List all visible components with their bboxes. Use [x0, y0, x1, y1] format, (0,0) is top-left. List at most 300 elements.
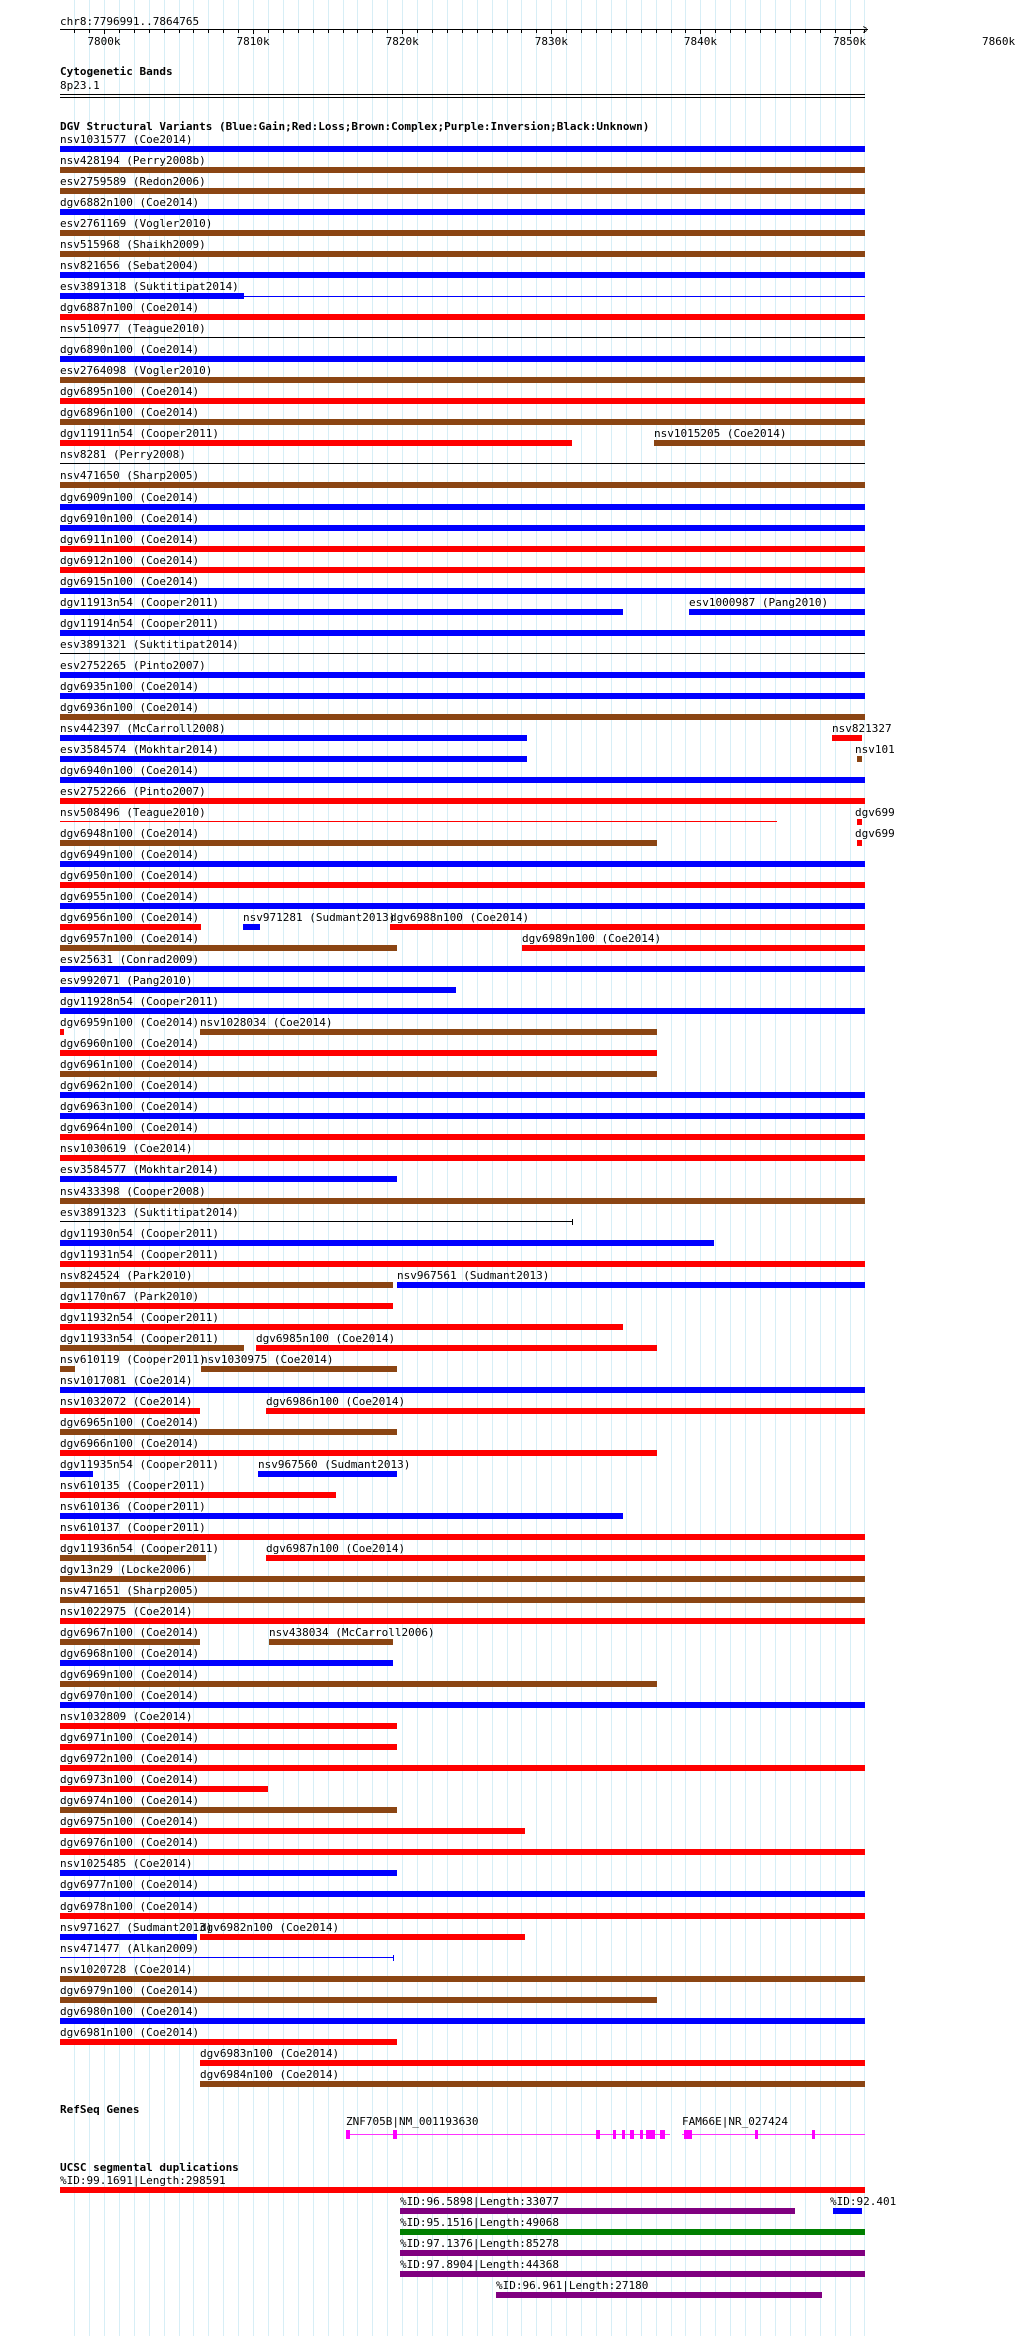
ruler-minor-tick	[387, 30, 388, 33]
dgv-feature-label: nsv971281 (Sudmant2013)	[243, 911, 396, 924]
grid-line	[223, 0, 224, 2336]
grid-line	[581, 0, 582, 2336]
grid-line	[328, 0, 329, 2336]
grid-line	[626, 0, 627, 2336]
dgv-feature-label: dgv11936n54 (Cooper2011)	[60, 1542, 219, 1555]
dgv-feature-label: dgv6963n100 (Coe2014)	[60, 1100, 200, 1113]
dgv-feature-label: nsv967560 (Sudmant2013)	[258, 1458, 411, 1471]
dgv-feature-bar	[200, 2081, 865, 2087]
ruler-major-tick	[104, 29, 105, 34]
dgv-feature-bar	[60, 251, 865, 257]
ruler-tick-label: 7830k	[534, 35, 568, 48]
ruler-minor-tick	[119, 30, 120, 33]
gene-exon	[640, 2130, 643, 2139]
dgv-feature-bar	[60, 1366, 75, 1372]
dgv-feature-label: dgv11911n54 (Cooper2011)	[60, 427, 219, 440]
dgv-feature-label: dgv6975n100 (Coe2014)	[60, 1815, 200, 1828]
gene-exon	[812, 2130, 815, 2139]
dgv-feature-label: esv3891318 (Suktitipat2014)	[60, 280, 239, 293]
dgv-feature-bar	[60, 1849, 865, 1855]
dgv-feature-label: dgv11935n54 (Cooper2011)	[60, 1458, 219, 1471]
dgv-feature-label: dgv6955n100 (Coe2014)	[60, 890, 200, 903]
dgv-feature-label: nsv1025485 (Coe2014)	[60, 1857, 193, 1870]
dgv-feature-line	[60, 337, 865, 338]
dgv-feature-bar	[60, 1870, 397, 1876]
dgv-feature-bar	[60, 1450, 657, 1456]
dgv-feature-line	[60, 653, 865, 654]
dgv-feature-bar	[60, 272, 865, 278]
dgv-feature-bar	[60, 987, 456, 993]
dgv-feature-label: dgv6887n100 (Coe2014)	[60, 301, 200, 314]
ruler-minor-tick	[223, 30, 224, 33]
ruler-major-tick	[551, 29, 552, 34]
dgv-feature-label: nsv428194 (Perry2008b)	[60, 154, 206, 167]
segdup-bar	[60, 2187, 865, 2193]
dgv-feature-bar	[60, 1408, 200, 1414]
dgv-feature-label: dgv6973n100 (Coe2014)	[60, 1773, 200, 1786]
dgv-feature-bar	[832, 735, 862, 741]
dgv-track-title: DGV Structural Variants (Blue:Gain;Red:Loss;Brown:Complex;Purple:Inversion;Black:Unknown)	[60, 120, 650, 133]
dgv-feature-bar	[60, 1345, 244, 1351]
dgv-feature-bar	[60, 735, 527, 741]
dgv-feature-label: dgv6911n100 (Coe2014)	[60, 533, 200, 546]
dgv-feature-label: dgv699	[855, 806, 895, 819]
dgv-feature-label: dgv6966n100 (Coe2014)	[60, 1437, 200, 1450]
grid-line	[477, 0, 478, 2336]
dgv-feature-label: esv3584574 (Mokhtar2014)	[60, 743, 219, 756]
dgv-feature-bar	[60, 525, 865, 531]
dgv-feature-bar	[60, 314, 865, 320]
gene-exon	[393, 2130, 397, 2139]
dgv-feature-bar	[60, 1198, 865, 1204]
grid-line	[596, 0, 597, 2336]
dgv-feature-bar	[654, 440, 865, 446]
dgv-feature-label: dgv699	[855, 827, 895, 840]
ruler-minor-tick	[626, 30, 627, 33]
grid-line	[402, 0, 403, 2336]
dgv-feature-label: dgv6964n100 (Coe2014)	[60, 1121, 200, 1134]
ruler-minor-tick	[521, 30, 522, 33]
ruler-minor-tick	[611, 30, 612, 33]
dgv-feature-bar	[60, 609, 623, 615]
segdup-label: %ID:97.1376|Length:85278	[400, 2237, 559, 2250]
cytoband-label: 8p23.1	[60, 79, 100, 92]
dgv-feature-label: dgv6988n100 (Coe2014)	[390, 911, 530, 924]
dgv-feature-bar	[60, 1891, 865, 1897]
dgv-feature-bar	[60, 1387, 865, 1393]
grid-line	[417, 0, 418, 2336]
ruler-minor-tick	[805, 30, 806, 33]
dgv-feature-label: dgv6896n100 (Coe2014)	[60, 406, 200, 419]
dgv-feature-label: esv992071 (Pang2010)	[60, 974, 193, 987]
dgv-feature-label: dgv6972n100 (Coe2014)	[60, 1752, 200, 1765]
dgv-feature-bar	[200, 2060, 865, 2066]
dgv-feature-bar	[689, 609, 865, 615]
dgv-feature-label: nsv971627 (Sudmant2013)	[60, 1921, 213, 1934]
dgv-feature-label: dgv6956n100 (Coe2014)	[60, 911, 200, 924]
dgv-feature-bar	[60, 1092, 865, 1098]
dgv-feature-label: esv1000987 (Pang2010)	[689, 596, 829, 609]
dgv-feature-bar	[60, 1660, 393, 1666]
dgv-feature-bar	[258, 1471, 397, 1477]
grid-line	[745, 0, 746, 2336]
dgv-feature-label: dgv6968n100 (Coe2014)	[60, 1647, 200, 1660]
ruler-tick-label: 7800k	[87, 35, 121, 48]
dgv-feature-line	[60, 1957, 393, 1958]
dgv-feature-label: dgv6982n100 (Coe2014)	[200, 1921, 340, 1934]
ruler-minor-tick	[507, 30, 508, 33]
dgv-feature-bar	[60, 693, 865, 699]
dgv-feature-label: nsv515968 (Shaikh2009)	[60, 238, 206, 251]
dgv-feature-bar	[60, 1176, 397, 1182]
dgv-feature-bar	[243, 924, 260, 930]
dgv-feature-bar	[200, 1934, 525, 1940]
segdup-label: %ID:92.401	[830, 2195, 897, 2208]
dgv-feature-label: nsv1030975 (Coe2014)	[201, 1353, 334, 1366]
dgv-feature-label: nsv1030619 (Coe2014)	[60, 1142, 193, 1155]
ruler-minor-tick	[193, 30, 194, 33]
dgv-feature-label: dgv6985n100 (Coe2014)	[256, 1332, 396, 1345]
ruler-minor-tick	[462, 30, 463, 33]
ruler-minor-tick	[820, 30, 821, 33]
dgv-feature-bar	[60, 1828, 525, 1834]
dgv-feature-bar	[60, 1240, 714, 1246]
dgv-feature-label: dgv6890n100 (Coe2014)	[60, 343, 200, 356]
dgv-feature-bar	[60, 1639, 200, 1645]
dgv-feature-label: esv2759589 (Redon2006)	[60, 175, 206, 188]
dgv-feature-label: dgv6912n100 (Coe2014)	[60, 554, 200, 567]
dgv-feature-label: dgv6970n100 (Coe2014)	[60, 1689, 200, 1702]
dgv-feature-label: dgv11933n54 (Cooper2011)	[60, 1332, 219, 1345]
gene-intron-line	[682, 2134, 865, 2135]
segdup-bar	[400, 2229, 865, 2235]
dgv-feature-bar	[60, 1008, 865, 1014]
dgv-feature-bar	[60, 1786, 268, 1792]
dgv-feature-label: nsv510977 (Teague2010)	[60, 322, 206, 335]
dgv-feature-bar	[60, 1723, 397, 1729]
dgv-feature-label: dgv11931n54 (Cooper2011)	[60, 1248, 219, 1261]
segdup-bar	[400, 2250, 865, 2256]
dgv-feature-bar	[201, 1366, 397, 1372]
ruler-tick-label: 7850k	[832, 35, 867, 48]
dgv-feature-label: esv2761169 (Vogler2010)	[60, 217, 213, 230]
ruler-minor-tick	[581, 30, 582, 33]
segdup-bar	[833, 2208, 862, 2214]
dgv-feature-end-cap	[572, 1219, 573, 1225]
dgv-feature-label: nsv8281 (Perry2008)	[60, 448, 186, 461]
ruler-minor-tick	[164, 30, 165, 33]
grid-line	[372, 0, 373, 2336]
grid-line	[313, 0, 314, 2336]
dgv-feature-bar	[60, 1492, 336, 1498]
dgv-feature-label: dgv6950n100 (Coe2014)	[60, 869, 200, 882]
dgv-feature-bar	[60, 398, 865, 404]
grid-line	[357, 0, 358, 2336]
grid-line	[656, 0, 657, 2336]
dgv-feature-label: nsv821656 (Sebat2004)	[60, 259, 200, 272]
grid-line	[685, 0, 686, 2336]
ruler-major-tick	[850, 29, 851, 34]
ruler-minor-tick	[417, 30, 418, 33]
dgv-feature-label: dgv11913n54 (Cooper2011)	[60, 596, 219, 609]
ruler-minor-tick	[313, 30, 314, 33]
dgv-feature-label: nsv471477 (Alkan2009)	[60, 1942, 200, 1955]
dgv-feature-bar	[60, 1765, 865, 1771]
grid-line	[432, 0, 433, 2336]
dgv-feature-label: nsv610137 (Cooper2011)	[60, 1521, 206, 1534]
dgv-feature-label: nsv1022975 (Coe2014)	[60, 1605, 193, 1618]
dgv-feature-bar	[60, 1324, 623, 1330]
ruler-minor-tick	[492, 30, 493, 33]
grid-line	[551, 0, 552, 2336]
dgv-feature-bar	[60, 1555, 206, 1561]
dgv-feature-bar	[60, 209, 865, 215]
ruler-minor-tick	[864, 30, 865, 33]
dgv-feature-bar	[60, 1029, 64, 1035]
grid-line	[536, 0, 537, 2336]
dgv-feature-bar	[397, 1282, 865, 1288]
ruler-tick-label: 7820k	[385, 35, 419, 48]
dgv-feature-label: dgv6936n100 (Coe2014)	[60, 701, 200, 714]
dgv-feature-end-cap	[393, 1955, 394, 1961]
dgv-feature-label: nsv1020728 (Coe2014)	[60, 1963, 193, 1976]
ruler-minor-tick	[149, 30, 150, 33]
dgv-feature-bar	[60, 167, 865, 173]
ruler-minor-tick	[357, 30, 358, 33]
dgv-feature-label: dgv6948n100 (Coe2014)	[60, 827, 200, 840]
dgv-feature-bar	[60, 2018, 865, 2024]
dgv-feature-label: nsv442397 (McCarroll2008)	[60, 722, 226, 735]
dgv-feature-bar	[60, 1681, 657, 1687]
dgv-feature-bar	[269, 1639, 393, 1645]
gene-exon	[630, 2130, 634, 2139]
grid-line	[507, 0, 508, 2336]
dgv-feature-bar	[60, 1134, 865, 1140]
ruler-minor-tick	[432, 30, 433, 33]
grid-line	[700, 0, 701, 2336]
grid-line	[387, 0, 388, 2336]
dgv-feature-label: nsv1032809 (Coe2014)	[60, 1710, 193, 1723]
segdup-bar	[496, 2292, 822, 2298]
gene-exon	[596, 2130, 600, 2139]
dgv-feature-bar	[60, 1113, 865, 1119]
segdup-bar	[400, 2271, 865, 2277]
dgv-feature-label: dgv6915n100 (Coe2014)	[60, 575, 200, 588]
grid-line	[253, 0, 254, 2336]
dgv-feature-label: dgv6969n100 (Coe2014)	[60, 1668, 200, 1681]
dgv-feature-bar	[60, 882, 865, 888]
dgv-feature-label: dgv6987n100 (Coe2014)	[266, 1542, 406, 1555]
ruler-minor-tick	[671, 30, 672, 33]
dgv-feature-label: dgv6967n100 (Coe2014)	[60, 1626, 200, 1639]
dgv-feature-label: nsv471651 (Sharp2005)	[60, 1584, 200, 1597]
grid-line	[775, 0, 776, 2336]
dgv-feature-bar	[60, 714, 865, 720]
dgv-feature-bar	[60, 777, 865, 783]
segdup-label: %ID:99.1691|Length:298591	[60, 2174, 226, 2187]
dgv-feature-bar	[60, 1997, 657, 2003]
dgv-feature-label: dgv6960n100 (Coe2014)	[60, 1037, 200, 1050]
dgv-feature-bar	[857, 756, 862, 762]
dgv-feature-label: nsv471650 (Sharp2005)	[60, 469, 200, 482]
dgv-feature-bar	[60, 1934, 197, 1940]
grid-line	[462, 0, 463, 2336]
dgv-feature-bar	[60, 630, 865, 636]
dgv-feature-bar	[60, 1913, 865, 1919]
grid-line	[298, 0, 299, 2336]
dgv-feature-bar	[60, 1597, 865, 1603]
ruler-minor-tick	[74, 30, 75, 33]
dgv-feature-bar	[60, 1576, 865, 1582]
segdup-bar	[400, 2208, 795, 2214]
gene-exon	[684, 2130, 692, 2139]
dgv-feature-label: nsv1015205 (Coe2014)	[654, 427, 787, 440]
dgv-feature-label: dgv6957n100 (Coe2014)	[60, 932, 200, 945]
dgv-feature-bar	[60, 356, 865, 362]
dgv-feature-label: dgv6974n100 (Coe2014)	[60, 1794, 200, 1807]
segdup-label: %ID:95.1516|Length:49068	[400, 2216, 559, 2229]
ruler-minor-tick	[477, 30, 478, 33]
grid-line	[492, 0, 493, 2336]
dgv-feature-label: nsv1017081 (Coe2014)	[60, 1374, 193, 1387]
dgv-feature-label: dgv11928n54 (Cooper2011)	[60, 995, 219, 1008]
ruler-major-tick	[253, 29, 254, 34]
dgv-feature-bar	[857, 819, 862, 825]
grid-line	[611, 0, 612, 2336]
dgv-feature-label: nsv610135 (Cooper2011)	[60, 1479, 206, 1492]
dgv-feature-label: dgv13n29 (Locke2006)	[60, 1563, 193, 1576]
grid-line	[820, 0, 821, 2336]
dgv-feature-bar	[60, 1534, 865, 1540]
dgv-feature-bar	[60, 1702, 865, 1708]
dgv-feature-label: dgv6959n100 (Coe2014)	[60, 1016, 200, 1029]
dgv-feature-bar	[60, 672, 865, 678]
ruler-minor-tick	[343, 30, 344, 33]
dgv-feature-label: dgv6949n100 (Coe2014)	[60, 848, 200, 861]
dgv-feature-bar	[60, 1050, 657, 1056]
grid-line	[790, 0, 791, 2336]
dgv-feature-bar	[522, 945, 865, 951]
grid-line	[715, 0, 716, 2336]
dgv-feature-bar	[60, 440, 572, 446]
dgv-feature-bar	[60, 924, 201, 930]
dgv-feature-bar	[60, 861, 865, 867]
dgv-feature-label: dgv11914n54 (Cooper2011)	[60, 617, 219, 630]
dgv-feature-label: nsv508496 (Teague2010)	[60, 806, 206, 819]
dgv-feature-bar	[266, 1408, 865, 1414]
dgv-feature-bar	[857, 840, 862, 846]
ruler-minor-tick	[656, 30, 657, 33]
dgv-feature-bar	[60, 945, 397, 951]
dgv-feature-label: dgv6989n100 (Coe2014)	[522, 932, 662, 945]
dgv-feature-bar	[60, 1807, 397, 1813]
dgv-feature-label: esv25631 (Conrad2009)	[60, 953, 200, 966]
dgv-feature-label: dgv11932n54 (Cooper2011)	[60, 1311, 219, 1324]
dgv-feature-bar	[60, 230, 865, 236]
ruler-minor-tick	[89, 30, 90, 33]
ruler-minor-tick	[238, 30, 239, 33]
gene-exon	[755, 2130, 758, 2139]
dgv-feature-bar	[60, 1471, 93, 1477]
ruler-minor-tick	[685, 30, 686, 33]
segdup-label: %ID:97.8904|Length:44368	[400, 2258, 559, 2271]
dgv-feature-label: dgv6935n100 (Coe2014)	[60, 680, 200, 693]
ruler-tick-label: 7810k	[236, 35, 270, 48]
dgv-feature-label: dgv6980n100 (Coe2014)	[60, 2005, 200, 2018]
dgv-feature-bar	[60, 1282, 393, 1288]
dgv-feature-label: dgv6977n100 (Coe2014)	[60, 1878, 200, 1891]
dgv-feature-label: nsv610119 (Cooper2011)	[60, 1353, 206, 1366]
dgv-feature-bar	[60, 1261, 865, 1267]
dgv-feature-label: dgv11930n54 (Cooper2011)	[60, 1227, 219, 1240]
dgv-feature-label: nsv610136 (Cooper2011)	[60, 1500, 206, 1513]
dgv-feature-label: dgv6940n100 (Coe2014)	[60, 764, 200, 777]
dgv-feature-bar	[390, 924, 865, 930]
dgv-feature-line	[60, 821, 777, 822]
dgv-feature-bar	[60, 1303, 393, 1309]
dgv-feature-bar	[60, 293, 244, 299]
gene-exon	[622, 2130, 625, 2139]
ruler-minor-tick	[134, 30, 135, 33]
cytoband-top-line	[60, 94, 865, 95]
refseq-track-title: RefSeq Genes	[60, 2103, 140, 2116]
ruler-axis	[60, 29, 868, 30]
ruler-minor-tick	[715, 30, 716, 33]
dgv-feature-bar	[60, 1429, 397, 1435]
dgv-feature-label: esv3891323 (Suktitipat2014)	[60, 1206, 239, 1219]
locus-label: chr8:7796991..7864765	[60, 15, 200, 28]
ruler-minor-tick	[447, 30, 448, 33]
dgv-feature-label: nsv967561 (Sudmant2013)	[397, 1269, 550, 1282]
dgv-feature-label: esv3891321 (Suktitipat2014)	[60, 638, 239, 651]
dgv-feature-bar	[60, 377, 865, 383]
ruler-minor-tick	[536, 30, 537, 33]
dgv-feature-label: dgv6882n100 (Coe2014)	[60, 196, 200, 209]
dgv-feature-bar	[266, 1555, 865, 1561]
ruler-minor-tick	[328, 30, 329, 33]
ruler-minor-tick	[760, 30, 761, 33]
dgv-feature-label: nsv433398 (Cooper2008)	[60, 1185, 206, 1198]
gene-label: FAM66E|NR_027424	[682, 2115, 788, 2128]
grid-line	[805, 0, 806, 2336]
dgv-feature-bar	[60, 2039, 397, 2045]
grid-line	[521, 0, 522, 2336]
dgv-feature-label: dgv6981n100 (Coe2014)	[60, 2026, 200, 2039]
dgv-feature-label: dgv6983n100 (Coe2014)	[200, 2047, 340, 2060]
dgv-feature-bar	[60, 1744, 397, 1750]
dgv-feature-label: nsv824524 (Park2010)	[60, 1269, 193, 1282]
gene-exon	[660, 2130, 665, 2139]
grid-line	[730, 0, 731, 2336]
dgv-feature-label: nsv821327	[832, 722, 892, 735]
ruler-minor-tick	[179, 30, 180, 33]
ruler-minor-tick	[730, 30, 731, 33]
dgv-feature-bar	[60, 1155, 865, 1161]
segdup-label: %ID:96.961|Length:27180	[496, 2279, 649, 2292]
ruler-minor-tick	[566, 30, 567, 33]
dgv-feature-bar	[256, 1345, 657, 1351]
grid-line	[671, 0, 672, 2336]
dgv-feature-bar	[60, 1513, 623, 1519]
dgv-feature-label: nsv1032072 (Coe2014)	[60, 1395, 193, 1408]
ruler-minor-tick	[775, 30, 776, 33]
dgv-feature-bar	[60, 188, 865, 194]
ruler-major-tick	[402, 29, 403, 34]
grid-line	[641, 0, 642, 2336]
grid-line	[268, 0, 269, 2336]
dgv-feature-label: dgv6976n100 (Coe2014)	[60, 1836, 200, 1849]
dgv-feature-bar	[60, 798, 865, 804]
